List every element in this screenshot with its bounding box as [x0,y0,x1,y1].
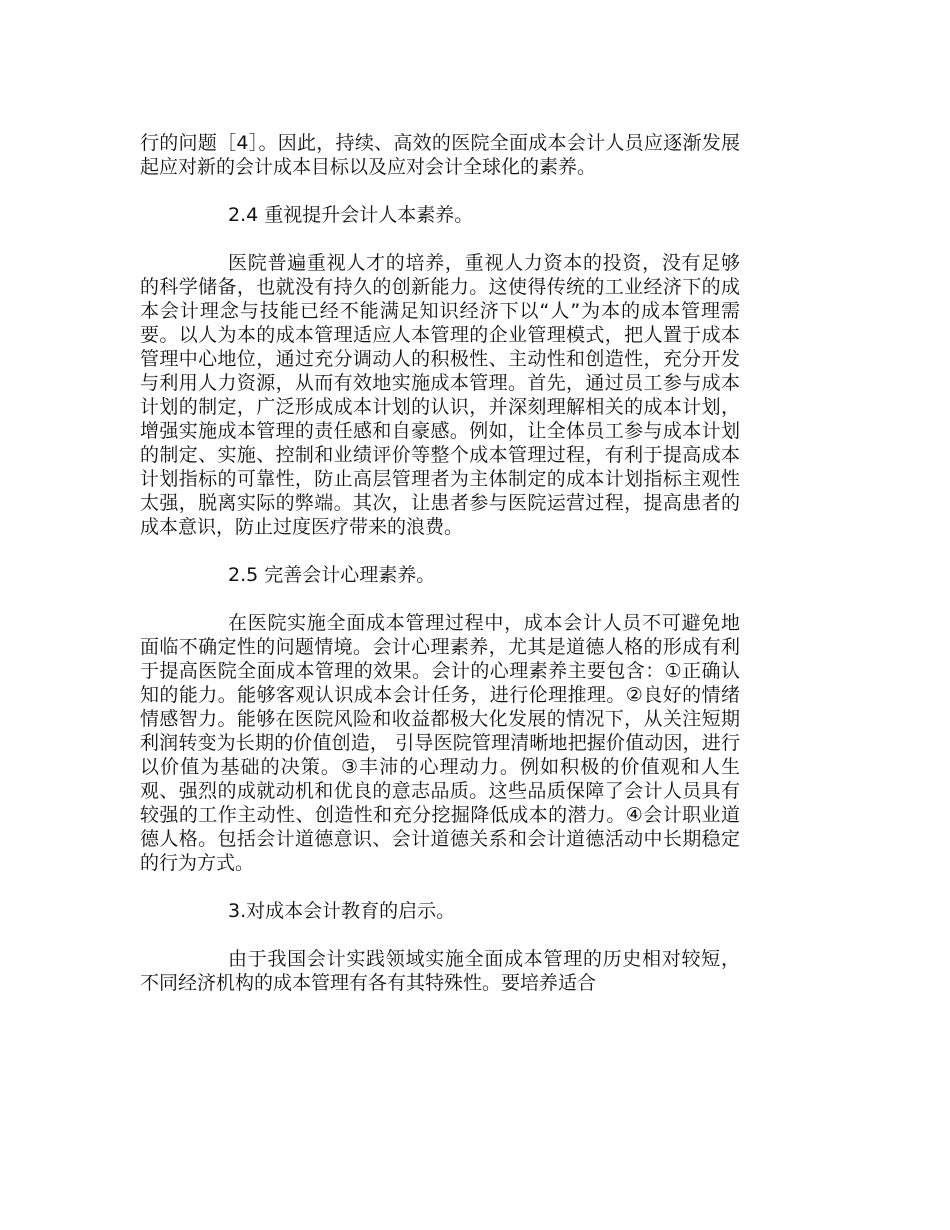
section-2-4-body: 医院普遍重视人才的培养，重视人力资本的投资，没有足够的科学储备，也就没有持久的创新能力。这使得传统的工业经济下的成本会计理念与技能已经不能满足知识经济下以“人”为本的成本管理需要。以人为本的成本管理适应人本管理的企业管理模式，把人置于成本管理中心地位，通过充分调动人的积极性、主动性和创造性，充分开发与利用人力资源，从而有效地实施成本管理。首先，通过员工参与成本计划的制定，广泛形成成本计划的认识，并深刻理解相关的成本计划，增强实施成本管理的责任感和自豪感。例如，让全体员工参与成本计划的制定、实施、控制和业绩评价等整个成本管理过程，有利于提高成本计划指标的可靠性，防止高层管理者为主体制定的成本计划指标主观性太强，脱离实际的弊端。其次，让患者参与医院运营过程，提高患者的成本意识，防止过度医疗带来的浪费。 [140,252,740,538]
section-2-5-heading: 2.5 完善会计心理素养。 [228,564,436,586]
section-3-heading: 3.对成本会计教育的启示。 [228,900,456,922]
document-body [140,131,740,995]
section-2-5-body: 在医院实施全面成本管理过程中，成本会计人员不可避免地面临不确定性的问题情境。会计心理素养，尤其是道德人格的形成有利于提高医院全面成本管理的效果。会计的心理素养主要包含：①正确认知的能力。能够客观认识成本会计任务，进行伦理推理。②良好的情绪情感智力。能够在医院风险和收益都极大化发展的情况下，从关注短期利润转变为长期的价值创造， 引导医院管理清晰地把握价值动因，进行以价值为基础的决策。③丰沛的心理动力。例如积极的价值观和人生观、强烈的成就动机和优良的意志品质。这些品质保障了会计人员具有较强的工作主动性、创造性和充分挖掘降低成本的潜力。④会计职业道德人格。包括会计道德意识、会计道德关系和会计道德活动中长期稳定的行为方式。 [140,612,740,874]
intro-paragraph: 行的问题［4］。因此，持续、高效的医院全面成本会计人员应逐渐发展起应对新的会计成本目标以及应对会计全球化的素养。 [140,132,740,178]
section-3-body: 由于我国会计实践领域实施全面成本管理的历史相对较短，不同经济机构的成本管理有各有其特殊性。要培养适合 [140,948,740,994]
section-2-4-heading: 2.4 重视提升会计人本素养。 [228,204,474,226]
